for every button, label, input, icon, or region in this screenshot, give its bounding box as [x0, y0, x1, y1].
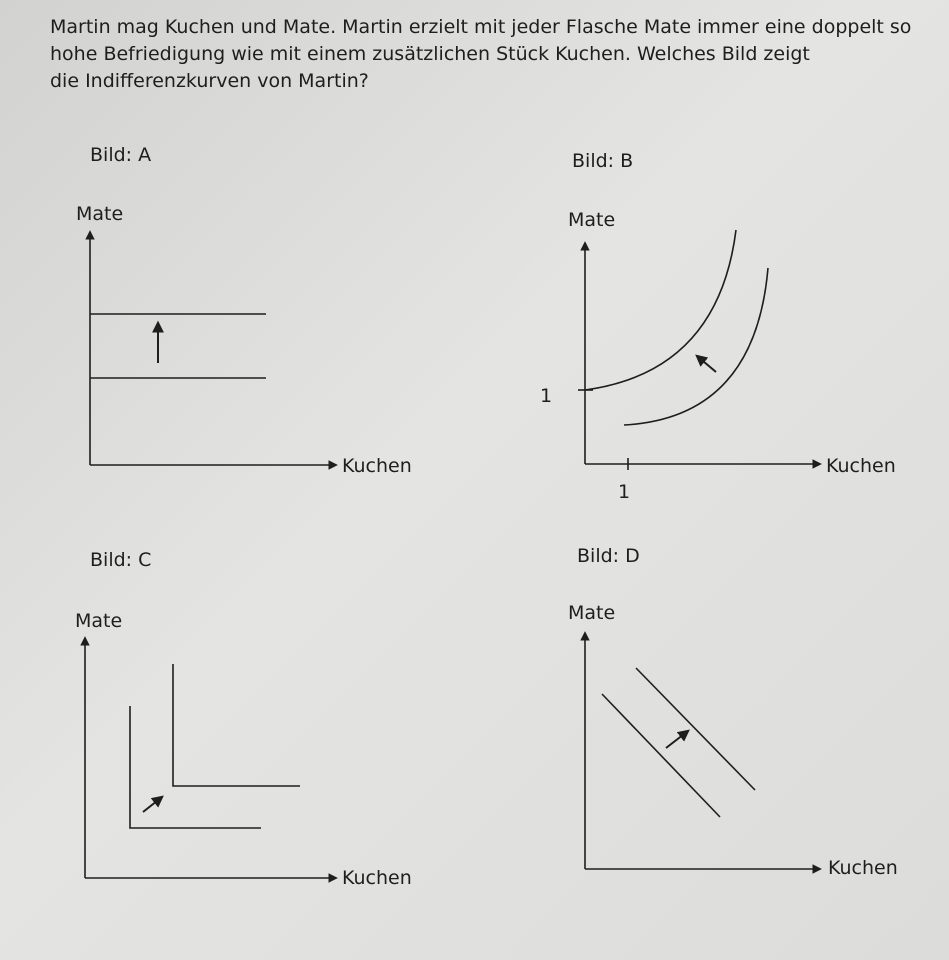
panel-c-x-label: Kuchen [342, 867, 412, 889]
panel-a-x-label: Kuchen [342, 455, 412, 477]
panel-b-x-label: Kuchen [826, 455, 896, 477]
panel-d-indifference-curve-1 [602, 694, 720, 817]
panel-d-title: Bild: D [577, 545, 640, 567]
panel-c [85, 638, 336, 878]
panel-a-title: Bild: A [90, 144, 152, 166]
panel-d [585, 633, 820, 869]
panel-b-y-label: Mate [568, 209, 616, 231]
panel-d-y-label: Mate [568, 602, 616, 624]
panel-c-title: Bild: C [90, 549, 152, 571]
panel-b-title: Bild: B [572, 150, 634, 172]
panel-a [90, 232, 336, 465]
panel-b [578, 230, 820, 470]
panel-b-indifference-curve-1 [585, 230, 736, 390]
panel-c-direction-arrow [143, 797, 162, 812]
panel-c-indifference-curve-2 [173, 664, 300, 786]
panel-d-direction-arrow [666, 731, 688, 748]
question-line-2: hohe Befriedigung wie mit einem zusätzlichen Stück Kuchen. Welches Bild zeigt [50, 43, 810, 65]
panel-c-indifference-curve-1 [130, 706, 261, 828]
panel-d-x-label: Kuchen [828, 857, 898, 879]
panel-c-y-label: Mate [75, 610, 123, 632]
panel-b-x-tick-label: 1 [618, 481, 631, 503]
panel-b-indifference-curve-2 [624, 268, 768, 425]
panel-a-y-label: Mate [76, 203, 124, 225]
panel-d-indifference-curve-2 [636, 668, 755, 790]
question-line-1: Martin mag Kuchen und Mate. Martin erzielt mit jeder Flasche Mate immer eine doppelt so [50, 16, 912, 38]
question-line-3: die Indifferenzkurven von Martin? [50, 70, 369, 92]
panel-b-direction-arrow [697, 356, 716, 372]
panel-b-y-tick-label: 1 [540, 385, 553, 407]
